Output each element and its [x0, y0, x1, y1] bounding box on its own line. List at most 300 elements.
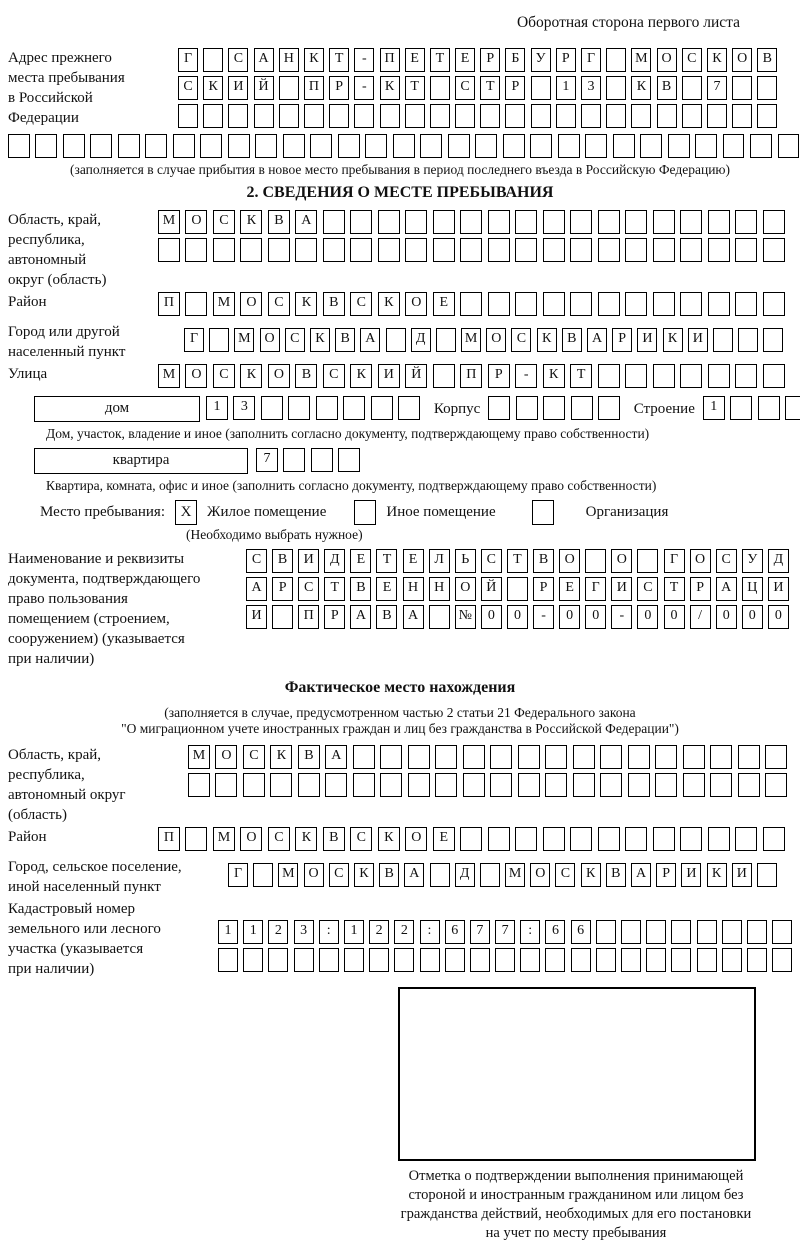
form-cell[interactable]	[283, 448, 305, 472]
form-cell[interactable]: И	[768, 577, 789, 601]
form-cell[interactable]	[765, 745, 787, 769]
form-cell[interactable]	[757, 76, 777, 100]
form-cell[interactable]: 7	[495, 920, 515, 944]
form-cell[interactable]	[433, 210, 455, 234]
form-cell[interactable]: 3	[294, 920, 314, 944]
form-cell[interactable]	[218, 948, 238, 972]
form-cell[interactable]: 2	[369, 920, 389, 944]
form-cell[interactable]	[240, 238, 262, 262]
form-cell[interactable]	[598, 210, 620, 234]
form-cell[interactable]: Е	[433, 292, 455, 316]
form-cell[interactable]: О	[405, 827, 427, 851]
form-cell[interactable]	[723, 134, 745, 158]
form-cell[interactable]	[653, 238, 675, 262]
form-cell[interactable]	[581, 104, 601, 128]
form-cell[interactable]: 1	[556, 76, 576, 100]
form-cell[interactable]: М	[188, 745, 210, 769]
form-cell[interactable]	[268, 948, 288, 972]
form-cell[interactable]: Г	[585, 577, 606, 601]
form-cell[interactable]: Р	[612, 328, 632, 352]
form-cell[interactable]	[369, 948, 389, 972]
form-cell[interactable]: В	[323, 292, 345, 316]
form-cell[interactable]: Р	[480, 48, 500, 72]
form-cell[interactable]	[90, 134, 112, 158]
form-cell[interactable]	[304, 104, 324, 128]
form-cell[interactable]: А	[631, 863, 651, 887]
form-cell[interactable]	[490, 745, 512, 769]
form-cell[interactable]	[371, 396, 393, 420]
form-cell[interactable]	[747, 948, 767, 972]
form-cell[interactable]: 0	[637, 605, 658, 629]
form-cell[interactable]	[213, 238, 235, 262]
form-cell[interactable]	[405, 210, 427, 234]
form-cell[interactable]	[323, 210, 345, 234]
form-cell[interactable]: А	[587, 328, 607, 352]
form-cell[interactable]	[209, 328, 229, 352]
form-cell[interactable]: К	[378, 292, 400, 316]
form-cell[interactable]	[657, 104, 677, 128]
form-cell[interactable]: А	[404, 863, 424, 887]
form-cell[interactable]: М	[158, 210, 180, 234]
form-cell[interactable]: К	[295, 292, 317, 316]
form-cell[interactable]	[380, 104, 400, 128]
house-type-box[interactable]: дом	[34, 396, 200, 422]
form-cell[interactable]	[765, 773, 787, 797]
form-cell[interactable]	[118, 134, 140, 158]
checkbox-residential[interactable]	[175, 500, 197, 525]
form-cell[interactable]: И	[378, 364, 400, 388]
form-cell[interactable]	[543, 292, 565, 316]
form-cell[interactable]	[708, 292, 730, 316]
form-cell[interactable]: 0	[716, 605, 737, 629]
form-cell[interactable]: 1	[206, 396, 228, 420]
form-cell[interactable]: С	[323, 364, 345, 388]
form-cell[interactable]: Р	[272, 577, 293, 601]
form-cell[interactable]: В	[379, 863, 399, 887]
form-cell[interactable]: К	[354, 863, 374, 887]
form-cell[interactable]	[254, 104, 274, 128]
form-cell[interactable]	[350, 238, 372, 262]
form-cell[interactable]	[653, 364, 675, 388]
form-cell[interactable]	[747, 920, 767, 944]
form-cell[interactable]	[637, 549, 658, 573]
form-cell[interactable]	[436, 328, 456, 352]
form-cell[interactable]	[600, 773, 622, 797]
form-cell[interactable]: К	[537, 328, 557, 352]
form-cell[interactable]: В	[323, 827, 345, 851]
form-cell[interactable]	[606, 76, 626, 100]
form-cell[interactable]: 7	[707, 76, 727, 100]
form-cell[interactable]	[507, 577, 528, 601]
form-cell[interactable]: В	[350, 577, 371, 601]
form-cell[interactable]	[185, 292, 207, 316]
form-cell[interactable]: В	[268, 210, 290, 234]
form-cell[interactable]	[516, 396, 538, 420]
form-cell[interactable]: Р	[556, 48, 576, 72]
form-cell[interactable]	[598, 238, 620, 262]
form-cell[interactable]: Т	[570, 364, 592, 388]
form-cell[interactable]	[772, 920, 792, 944]
form-cell[interactable]: С	[682, 48, 702, 72]
form-cell[interactable]	[475, 134, 497, 158]
form-cell[interactable]	[683, 773, 705, 797]
form-cell[interactable]: С	[716, 549, 737, 573]
form-cell[interactable]	[420, 134, 442, 158]
form-cell[interactable]: Е	[405, 48, 425, 72]
form-cell[interactable]: Т	[480, 76, 500, 100]
form-cell[interactable]	[188, 773, 210, 797]
form-cell[interactable]	[722, 920, 742, 944]
form-cell[interactable]	[488, 210, 510, 234]
form-cell[interactable]	[185, 238, 207, 262]
form-cell[interactable]: А	[360, 328, 380, 352]
form-cell[interactable]: С	[329, 863, 349, 887]
form-cell[interactable]: И	[637, 328, 657, 352]
form-cell[interactable]	[145, 134, 167, 158]
form-cell[interactable]: Й	[405, 364, 427, 388]
form-cell[interactable]: Т	[664, 577, 685, 601]
form-cell[interactable]: С	[285, 328, 305, 352]
form-cell[interactable]	[621, 948, 641, 972]
form-cell[interactable]	[763, 292, 785, 316]
form-cell[interactable]: В	[606, 863, 626, 887]
form-cell[interactable]	[435, 745, 457, 769]
form-cell[interactable]	[763, 238, 785, 262]
form-cell[interactable]: О	[185, 210, 207, 234]
form-cell[interactable]	[283, 134, 305, 158]
form-cell[interactable]	[405, 104, 425, 128]
form-cell[interactable]: К	[270, 745, 292, 769]
form-cell[interactable]	[772, 948, 792, 972]
form-cell[interactable]: К	[631, 76, 651, 100]
form-cell[interactable]	[515, 827, 537, 851]
form-cell[interactable]: В	[533, 549, 554, 573]
form-cell[interactable]	[378, 238, 400, 262]
form-cell[interactable]	[515, 210, 537, 234]
form-cell[interactable]: Ц	[742, 577, 763, 601]
form-cell[interactable]: -	[354, 76, 374, 100]
form-cell[interactable]	[270, 773, 292, 797]
form-cell[interactable]	[344, 948, 364, 972]
form-cell[interactable]	[460, 210, 482, 234]
form-cell[interactable]: Д	[324, 549, 345, 573]
form-cell[interactable]	[455, 104, 475, 128]
form-cell[interactable]: Т	[405, 76, 425, 100]
apartment-type-box[interactable]: квартира	[34, 448, 248, 474]
form-cell[interactable]	[429, 605, 450, 629]
form-cell[interactable]: О	[732, 48, 752, 72]
form-cell[interactable]: Т	[329, 48, 349, 72]
form-cell[interactable]: П	[158, 827, 180, 851]
form-cell[interactable]	[435, 773, 457, 797]
form-cell[interactable]: 1	[218, 920, 238, 944]
form-cell[interactable]: И	[298, 549, 319, 573]
form-cell[interactable]	[680, 210, 702, 234]
form-cell[interactable]	[520, 948, 540, 972]
form-cell[interactable]: К	[350, 364, 372, 388]
form-cell[interactable]	[408, 745, 430, 769]
form-cell[interactable]	[445, 948, 465, 972]
form-cell[interactable]	[763, 210, 785, 234]
form-cell[interactable]: 0	[559, 605, 580, 629]
form-cell[interactable]	[173, 134, 195, 158]
form-cell[interactable]: Й	[254, 76, 274, 100]
form-cell[interactable]	[203, 48, 223, 72]
form-cell[interactable]: Г	[581, 48, 601, 72]
form-cell[interactable]: №	[455, 605, 476, 629]
form-cell[interactable]: Н	[429, 577, 450, 601]
form-cell[interactable]: С	[213, 210, 235, 234]
form-cell[interactable]	[655, 773, 677, 797]
form-cell[interactable]: В	[657, 76, 677, 100]
form-cell[interactable]: Т	[430, 48, 450, 72]
form-cell[interactable]	[463, 745, 485, 769]
form-cell[interactable]	[732, 104, 752, 128]
form-cell[interactable]	[708, 827, 730, 851]
form-cell[interactable]	[556, 104, 576, 128]
form-cell[interactable]	[680, 827, 702, 851]
form-cell[interactable]	[625, 292, 647, 316]
form-cell[interactable]	[543, 210, 565, 234]
form-cell[interactable]: М	[278, 863, 298, 887]
form-cell[interactable]: Т	[324, 577, 345, 601]
form-cell[interactable]: К	[295, 827, 317, 851]
form-cell[interactable]	[646, 920, 666, 944]
form-cell[interactable]	[311, 448, 333, 472]
form-cell[interactable]: О	[486, 328, 506, 352]
form-cell[interactable]	[653, 210, 675, 234]
form-cell[interactable]	[778, 134, 800, 158]
form-cell[interactable]: К	[310, 328, 330, 352]
form-cell[interactable]	[253, 863, 273, 887]
form-cell[interactable]	[243, 773, 265, 797]
form-cell[interactable]	[757, 104, 777, 128]
form-cell[interactable]	[585, 549, 606, 573]
form-cell[interactable]	[460, 827, 482, 851]
form-cell[interactable]	[735, 827, 757, 851]
form-cell[interactable]: И	[611, 577, 632, 601]
form-cell[interactable]	[697, 920, 717, 944]
form-cell[interactable]	[398, 396, 420, 420]
form-cell[interactable]	[640, 134, 662, 158]
form-cell[interactable]: -	[354, 48, 374, 72]
form-cell[interactable]: 6	[545, 920, 565, 944]
form-cell[interactable]: Д	[768, 549, 789, 573]
form-cell[interactable]	[430, 76, 450, 100]
form-cell[interactable]: С	[228, 48, 248, 72]
form-cell[interactable]: :	[319, 920, 339, 944]
form-cell[interactable]: И	[228, 76, 248, 100]
form-cell[interactable]: Г	[664, 549, 685, 573]
form-cell[interactable]	[570, 827, 592, 851]
form-cell[interactable]: 0	[507, 605, 528, 629]
form-cell[interactable]	[490, 773, 512, 797]
form-cell[interactable]	[683, 745, 705, 769]
form-cell[interactable]: 0	[481, 605, 502, 629]
form-cell[interactable]: Т	[376, 549, 397, 573]
form-cell[interactable]	[571, 948, 591, 972]
form-cell[interactable]	[707, 104, 727, 128]
form-cell[interactable]	[680, 238, 702, 262]
form-cell[interactable]: И	[246, 605, 267, 629]
form-cell[interactable]: П	[158, 292, 180, 316]
form-cell[interactable]: 0	[585, 605, 606, 629]
form-cell[interactable]	[316, 396, 338, 420]
form-cell[interactable]: О	[260, 328, 280, 352]
form-cell[interactable]	[735, 292, 757, 316]
form-cell[interactable]: В	[298, 745, 320, 769]
form-cell[interactable]	[625, 827, 647, 851]
form-cell[interactable]	[598, 827, 620, 851]
form-cell[interactable]: Д	[411, 328, 431, 352]
form-cell[interactable]: К	[380, 76, 400, 100]
form-cell[interactable]: Ь	[455, 549, 476, 573]
form-cell[interactable]	[531, 104, 551, 128]
form-cell[interactable]	[408, 773, 430, 797]
form-cell[interactable]: 6	[445, 920, 465, 944]
form-cell[interactable]	[185, 827, 207, 851]
form-cell[interactable]: А	[295, 210, 317, 234]
form-cell[interactable]	[708, 210, 730, 234]
form-cell[interactable]	[228, 104, 248, 128]
form-cell[interactable]	[543, 396, 565, 420]
form-cell[interactable]	[470, 948, 490, 972]
form-cell[interactable]	[655, 745, 677, 769]
form-cell[interactable]	[430, 863, 450, 887]
form-cell[interactable]	[758, 396, 780, 420]
form-cell[interactable]	[573, 745, 595, 769]
form-cell[interactable]	[394, 948, 414, 972]
form-cell[interactable]	[697, 948, 717, 972]
form-cell[interactable]	[518, 745, 540, 769]
form-cell[interactable]	[570, 292, 592, 316]
form-cell[interactable]: А	[246, 577, 267, 601]
form-cell[interactable]: О	[455, 577, 476, 601]
form-cell[interactable]: С	[268, 292, 290, 316]
form-cell[interactable]	[570, 210, 592, 234]
form-cell[interactable]	[596, 920, 616, 944]
form-cell[interactable]	[178, 104, 198, 128]
form-cell[interactable]	[545, 745, 567, 769]
form-cell[interactable]	[598, 396, 620, 420]
form-cell[interactable]: Р	[488, 364, 510, 388]
form-cell[interactable]	[460, 292, 482, 316]
form-cell[interactable]	[708, 238, 730, 262]
form-cell[interactable]	[433, 364, 455, 388]
form-cell[interactable]: С	[481, 549, 502, 573]
form-cell[interactable]: О	[240, 827, 262, 851]
form-cell[interactable]: П	[304, 76, 324, 100]
form-cell[interactable]: Т	[507, 549, 528, 573]
form-cell[interactable]: К	[378, 827, 400, 851]
form-cell[interactable]	[750, 134, 772, 158]
form-cell[interactable]	[480, 863, 500, 887]
form-cell[interactable]	[695, 134, 717, 158]
form-cell[interactable]	[505, 104, 525, 128]
form-cell[interactable]	[495, 948, 515, 972]
checkbox-organization[interactable]	[532, 500, 554, 525]
form-cell[interactable]: С	[455, 76, 475, 100]
form-cell[interactable]: К	[240, 364, 262, 388]
form-cell[interactable]: Е	[376, 577, 397, 601]
form-cell[interactable]	[543, 827, 565, 851]
form-cell[interactable]	[738, 773, 760, 797]
form-cell[interactable]: К	[663, 328, 683, 352]
form-cell[interactable]	[518, 773, 540, 797]
form-cell[interactable]	[480, 104, 500, 128]
form-cell[interactable]	[738, 745, 760, 769]
form-cell[interactable]	[294, 948, 314, 972]
form-cell[interactable]	[730, 396, 752, 420]
form-cell[interactable]: Р	[656, 863, 676, 887]
form-cell[interactable]	[682, 104, 702, 128]
form-cell[interactable]: Р	[690, 577, 711, 601]
form-cell[interactable]	[671, 948, 691, 972]
form-cell[interactable]: Б	[505, 48, 525, 72]
form-cell[interactable]: В	[335, 328, 355, 352]
form-cell[interactable]: :	[520, 920, 540, 944]
form-cell[interactable]: М	[158, 364, 180, 388]
form-cell[interactable]	[63, 134, 85, 158]
form-cell[interactable]: Д	[455, 863, 475, 887]
form-cell[interactable]: А	[325, 745, 347, 769]
form-cell[interactable]: :	[420, 920, 440, 944]
form-cell[interactable]	[785, 396, 800, 420]
form-cell[interactable]: К	[581, 863, 601, 887]
form-cell[interactable]	[215, 773, 237, 797]
form-cell[interactable]: Е	[433, 827, 455, 851]
form-cell[interactable]: 1	[703, 396, 725, 420]
form-cell[interactable]	[722, 948, 742, 972]
form-cell[interactable]	[625, 210, 647, 234]
form-cell[interactable]	[203, 104, 223, 128]
form-cell[interactable]	[319, 948, 339, 972]
form-cell[interactable]	[503, 134, 525, 158]
form-cell[interactable]: 3	[581, 76, 601, 100]
form-cell[interactable]: С	[178, 76, 198, 100]
form-cell[interactable]: М	[234, 328, 254, 352]
form-cell[interactable]: У	[742, 549, 763, 573]
form-cell[interactable]: О	[268, 364, 290, 388]
form-cell[interactable]	[763, 827, 785, 851]
form-cell[interactable]: В	[757, 48, 777, 72]
form-cell[interactable]: Е	[350, 549, 371, 573]
form-cell[interactable]	[763, 328, 783, 352]
form-cell[interactable]	[600, 745, 622, 769]
form-cell[interactable]: Р	[329, 76, 349, 100]
form-cell[interactable]: У	[531, 48, 551, 72]
form-cell[interactable]	[365, 134, 387, 158]
form-cell[interactable]: О	[215, 745, 237, 769]
form-cell[interactable]	[378, 210, 400, 234]
form-cell[interactable]: 0	[664, 605, 685, 629]
form-cell[interactable]: М	[213, 827, 235, 851]
form-cell[interactable]: 0	[768, 605, 789, 629]
form-cell[interactable]: О	[240, 292, 262, 316]
form-cell[interactable]	[668, 134, 690, 158]
form-cell[interactable]: К	[203, 76, 223, 100]
form-cell[interactable]	[763, 364, 785, 388]
form-cell[interactable]: 1	[344, 920, 364, 944]
form-cell[interactable]	[448, 134, 470, 158]
form-cell[interactable]: Л	[429, 549, 450, 573]
form-cell[interactable]	[606, 48, 626, 72]
form-cell[interactable]: 3	[233, 396, 255, 420]
form-cell[interactable]: Р	[324, 605, 345, 629]
form-cell[interactable]	[433, 238, 455, 262]
form-cell[interactable]: С	[213, 364, 235, 388]
form-cell[interactable]	[653, 292, 675, 316]
